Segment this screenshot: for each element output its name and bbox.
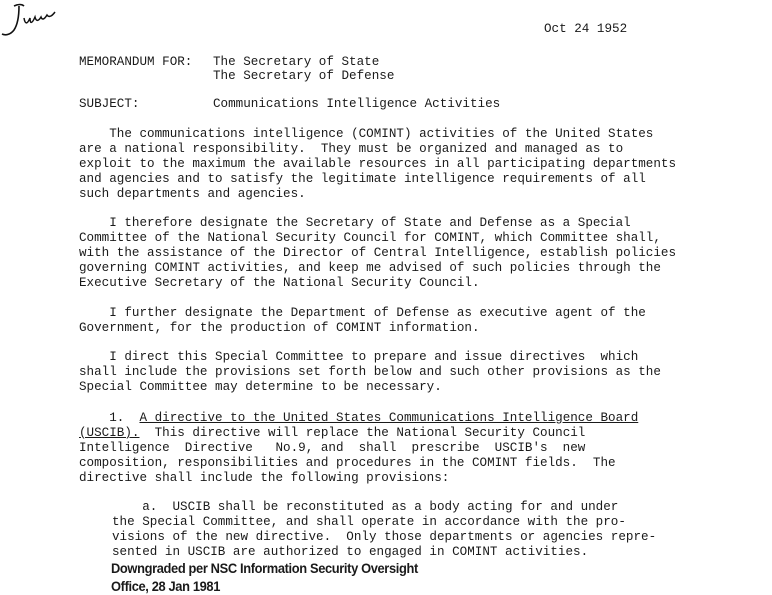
text-line: Executive Secretary of the National Security Council. (79, 276, 480, 290)
declassification-stamp (111, 559, 418, 595)
text-line: composition, responsibilities and procedures in the COMINT fields. The (79, 456, 616, 470)
text-line: are a national responsibility. They must be organized and managed as to (79, 142, 624, 156)
recipient-line-1: The Secretary of State (213, 55, 380, 69)
paragraph-directives (79, 350, 769, 395)
text-line: such departments and agencies. (79, 187, 306, 201)
text-line: sented in USCIB are authorized to engaged in COMINT activities. (112, 545, 589, 559)
paragraph-executive-agent (79, 306, 769, 336)
text-line: Intelligence Directive No.9, and shall prescribe USCIB's new (79, 441, 586, 455)
text-line: Government, for the production of COMINT information. (79, 321, 480, 335)
text-line: Special Committee may determine to be necessary. (79, 380, 442, 394)
subject-value: Communications Intelligence Activities (213, 97, 501, 111)
text-line: visions of the new directive. Only those departments or agencies repre- (112, 530, 657, 544)
text-line: Committee of the National Security Council for COMINT, which Committee shall, (79, 231, 661, 245)
text-line: with the assistance of the Director of Central Intelligence, establish policies (79, 246, 677, 260)
paragraph-responsibility (79, 127, 769, 202)
text-line: I further designate the Department of Defense as executive agent of the (79, 306, 646, 320)
text-line: I direct this Special Committee to prepare and issue directives which (79, 350, 639, 364)
paragraph-special-committee (79, 216, 769, 291)
recipient-line-2: The Secretary of Defense (213, 69, 395, 83)
stamp-line-1: Downgraded per NSC Information Security Oversight (111, 560, 418, 576)
text-line: the Special Committee, and shall operate in accordance with the pro- (112, 515, 626, 529)
text-line: a. USCIB shall be reconstituted as a body acting for and under (112, 500, 619, 514)
subject-label: SUBJECT: (79, 97, 140, 111)
handwritten-initials (0, 0, 62, 48)
memorandum-for-label: MEMORANDUM FOR: (79, 55, 193, 69)
sub-item-a (112, 500, 772, 560)
item-1-prefix: 1. (79, 411, 140, 425)
text-line: I therefore designate the Secretary of State and Defense as a Special (79, 216, 631, 230)
stamp-line-2: Office, 28 Jan 1981 (111, 578, 221, 594)
item-1-heading: A directive to the United States Communications Intelligence Board (139, 411, 639, 425)
text-line: This directive will replace the National Security Council (139, 426, 586, 440)
item-1-heading-cont: (USCIB). (79, 426, 140, 440)
text-line: shall include the provisions set forth below and such other provisions as the (79, 365, 661, 379)
text-line: directive shall include the following provisions: (79, 471, 450, 485)
text-line: exploit to the maximum the available resources in all participating departments (79, 157, 677, 171)
text-line: and agencies and to satisfy the legitimate intelligence requirements of all (79, 172, 646, 186)
item-1-uscib-directive (79, 411, 769, 486)
text-line: governing COMINT activities, and keep me advised of such policies through the (79, 261, 661, 275)
memo-date: Oct 24 1952 (544, 22, 628, 36)
text-line: The communications intelligence (COMINT) activities of the United States (79, 127, 654, 141)
